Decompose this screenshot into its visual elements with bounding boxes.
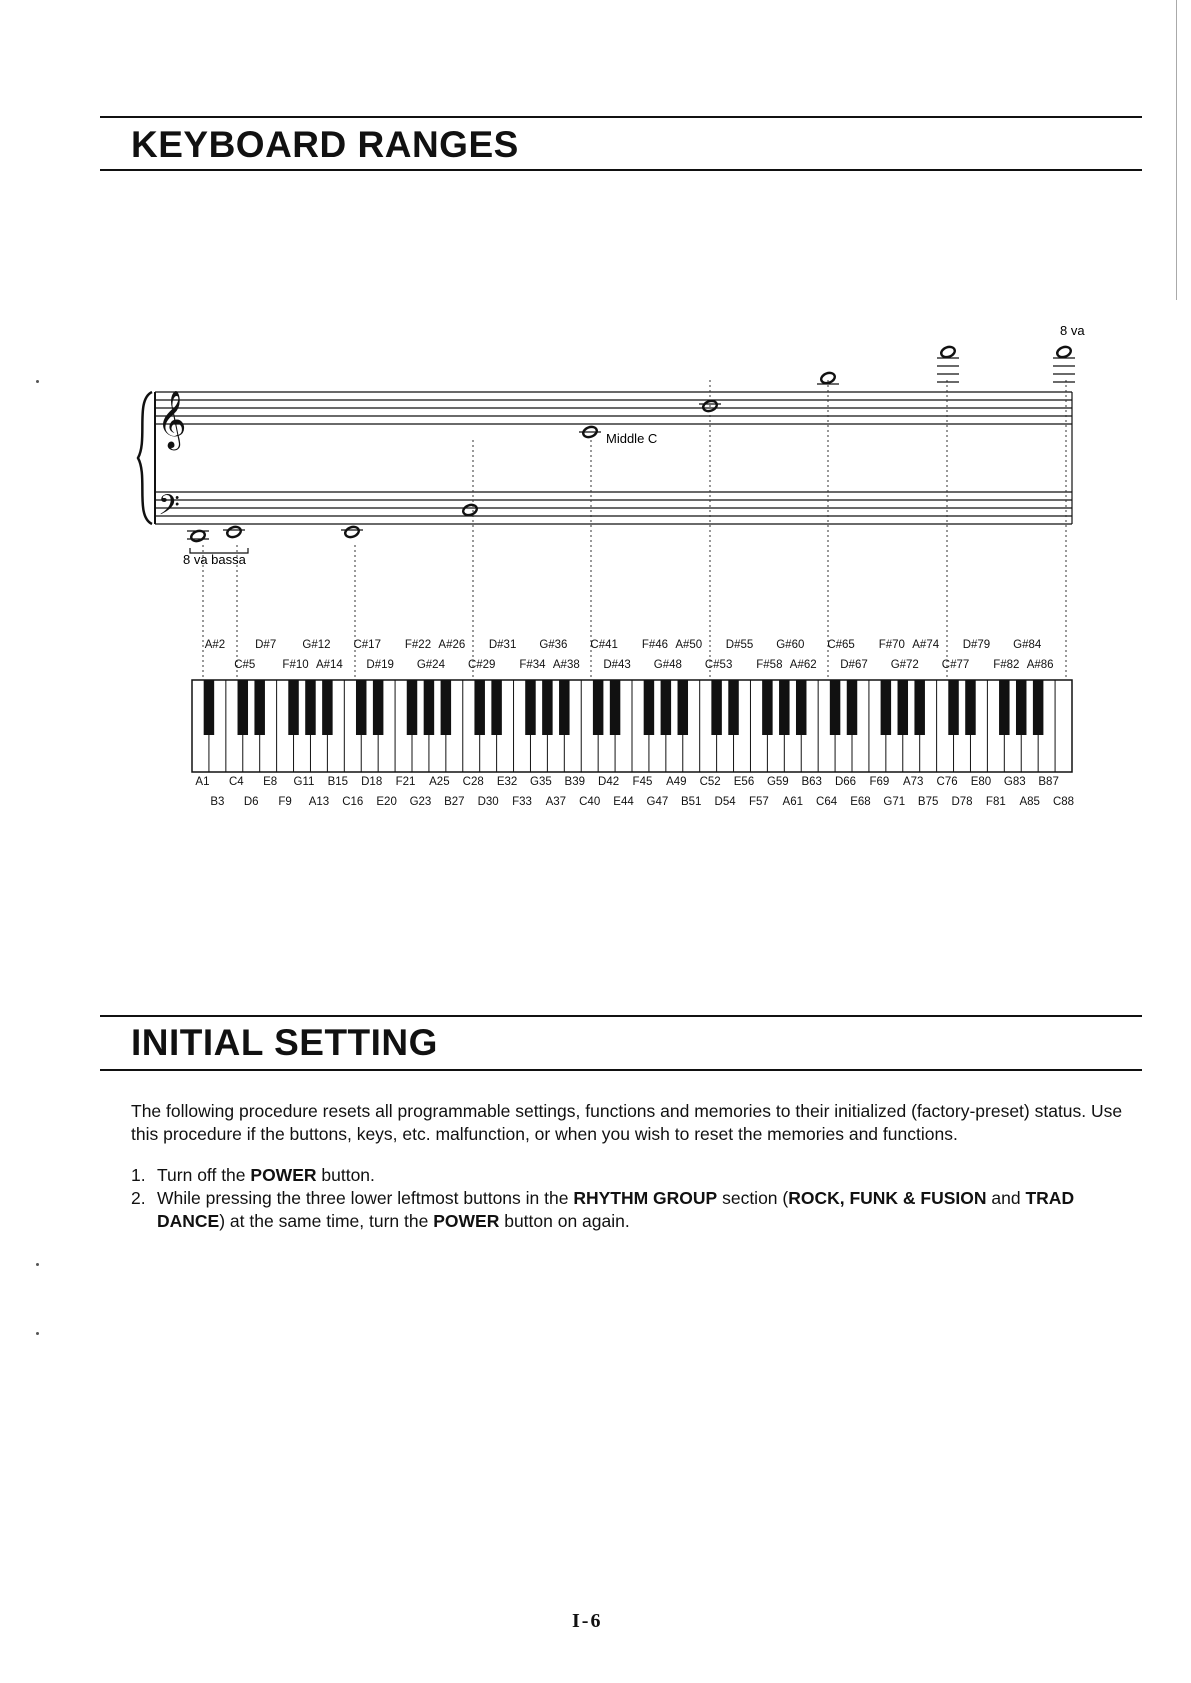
black-key	[965, 680, 975, 735]
black-key	[373, 680, 383, 735]
natural-key-label-lower: E20	[376, 796, 397, 808]
black-key	[847, 680, 857, 735]
black-key	[762, 680, 772, 735]
initial-setting-title: INITIAL SETTING	[131, 1022, 438, 1063]
black-key	[830, 680, 840, 735]
natural-key-label-lower: G47	[646, 796, 669, 808]
sharp-key-label-upper: G#84	[1013, 639, 1042, 651]
natural-key-label-upper: E56	[733, 776, 755, 788]
natural-key-label-upper: A1	[195, 776, 210, 788]
black-key	[288, 680, 298, 735]
black-key	[1016, 680, 1026, 735]
natural-key-label-lower: G23	[409, 796, 432, 808]
natural-key-label-upper: F21	[395, 776, 416, 788]
section-rule-top	[100, 1015, 1142, 1017]
natural-key-label-lower: B3	[210, 796, 225, 808]
brace	[138, 392, 152, 524]
natural-key-label-lower: F57	[749, 796, 769, 808]
natural-key-label-upper: F69	[869, 776, 890, 788]
page-number: I-6	[572, 1610, 603, 1632]
sharp-key-label-lower: C#29	[467, 659, 496, 671]
staff-notes	[187, 345, 1075, 553]
sharp-key-label-lower: C#53	[704, 659, 733, 671]
natural-key-label-upper: F45	[632, 776, 653, 788]
sharp-key-label-lower: F#34	[519, 659, 546, 671]
keyboard-ranges-title: KEYBOARD RANGES	[131, 124, 519, 165]
black-key	[914, 680, 924, 735]
black-key	[407, 680, 417, 735]
margin-mark	[36, 1332, 39, 1335]
natural-key-label-lower: G71	[883, 796, 906, 808]
step-item	[131, 1187, 1141, 1233]
sharp-key-label-upper: F#22	[404, 639, 432, 651]
step-text-part: button on again.	[499, 1211, 630, 1231]
black-key	[999, 680, 1009, 735]
natural-key-label-lower: C16	[342, 796, 364, 808]
black-key	[424, 680, 434, 735]
natural-key-label-upper: E80	[970, 776, 992, 788]
step-text-bold: TRAD DANCE	[157, 1188, 1075, 1231]
step-number: 1.	[131, 1165, 146, 1185]
natural-key-label-upper: D18	[361, 776, 383, 788]
natural-key-label-lower: B27	[444, 796, 465, 808]
sharp-key-label-lower: A#62	[789, 659, 817, 671]
sharp-key-label-upper: A#50	[675, 639, 703, 651]
sharp-key-label-lower: A#38	[552, 659, 580, 671]
natural-key-label-upper: C28	[462, 776, 484, 788]
black-key	[254, 680, 264, 735]
natural-key-label-lower: D6	[243, 796, 259, 808]
natural-key-label-lower: A13	[308, 796, 330, 808]
sharp-key-label-lower: C#77	[941, 659, 970, 671]
natural-key-label-upper: D66	[834, 776, 857, 788]
whole-note	[462, 503, 478, 517]
middle-c-label: Middle C	[606, 431, 658, 446]
natural-key-label-lower: F9	[278, 796, 292, 808]
black-key	[796, 680, 806, 735]
natural-key-label-lower: F81	[985, 796, 1006, 808]
natural-key-label-upper: B87	[1038, 776, 1059, 788]
sharp-key-label-upper: F#46	[641, 639, 669, 651]
black-key	[474, 680, 484, 735]
step-item	[131, 1164, 1141, 1187]
sharp-key-label-lower: G#48	[653, 659, 682, 671]
sharp-key-label-upper: D#7	[255, 639, 277, 651]
sharp-key-label-upper: C#65	[827, 639, 855, 651]
black-key	[204, 680, 214, 735]
step-text-bold: POWER	[433, 1211, 500, 1231]
black-key	[593, 680, 603, 735]
sharp-key-label-lower: F#10	[282, 659, 309, 671]
natural-key-label-upper: D42	[598, 776, 620, 788]
natural-key-label-upper: G35	[530, 776, 552, 788]
sharp-key-label-upper: G#60	[776, 639, 805, 651]
natural-key-label-upper: E32	[496, 776, 518, 788]
sharp-key-label-lower: C#5	[234, 659, 256, 671]
black-key	[238, 680, 248, 735]
black-key	[678, 680, 688, 735]
sharp-key-label-lower: A#14	[315, 659, 343, 671]
step-text	[157, 1188, 1074, 1231]
bass-clef-icon: 𝄢	[158, 489, 180, 529]
whole-note	[1056, 345, 1072, 359]
natural-key-label-upper: C52	[699, 776, 721, 788]
step-text-bold: ROCK, FUNK & FUSION	[788, 1188, 987, 1208]
natural-key-label-upper: C4	[228, 776, 244, 788]
black-key	[661, 680, 671, 735]
sharp-key-label-lower: F#58	[756, 659, 783, 671]
piano-keyboard	[192, 680, 1072, 772]
sharp-key-label-lower: G#72	[890, 659, 919, 671]
black-key	[441, 680, 451, 735]
black-key	[898, 680, 908, 735]
natural-key-label-lower: C88	[1052, 796, 1075, 808]
natural-key-label-upper: B39	[564, 776, 586, 788]
black-key	[711, 680, 721, 735]
step-text-part: While pressing the three lower leftmost buttons in the	[157, 1188, 574, 1208]
black-key	[644, 680, 654, 735]
whole-note	[820, 371, 836, 385]
natural-key-label-upper: G59	[766, 776, 789, 788]
step-text-bold: RHYTHM GROUP	[573, 1188, 718, 1208]
natural-key-label-upper: C76	[936, 776, 958, 788]
black-key	[948, 680, 958, 735]
sharp-key-label-upper: A#2	[204, 639, 226, 651]
black-key	[525, 680, 535, 735]
range-guide-lines	[203, 380, 1066, 680]
black-key	[610, 680, 620, 735]
whole-note	[940, 345, 956, 359]
natural-key-label-upper: E8	[263, 776, 278, 788]
treble-clef-icon: 𝄞	[157, 390, 187, 448]
black-key	[322, 680, 332, 735]
sharp-key-label-lower: A#86	[1026, 659, 1054, 671]
black-key	[305, 680, 315, 735]
sharp-key-label-upper: A#74	[912, 639, 940, 651]
black-key	[542, 680, 552, 735]
whole-note	[344, 525, 360, 539]
step-text-part: ) at the same time, turn the	[219, 1211, 434, 1231]
black-key	[491, 680, 501, 735]
natural-key-label-upper: A73	[902, 776, 924, 788]
black-key	[356, 680, 366, 735]
black-key	[779, 680, 789, 735]
eight-va-label: 8 va	[1060, 323, 1085, 338]
natural-key-label-upper: A25	[429, 776, 450, 788]
natural-key-label-lower: D30	[477, 796, 499, 808]
natural-key-label-lower: B51	[680, 796, 702, 808]
natural-key-label-lower: F33	[512, 796, 532, 808]
sharp-key-label-upper: D#79	[962, 639, 991, 651]
step-text	[157, 1165, 375, 1185]
keyboard-range-diagram	[0, 0, 1191, 840]
sharp-key-label-upper: C#41	[590, 639, 618, 651]
eight-va-bassa-label: 8 va bassa	[183, 552, 246, 567]
natural-key-label-lower: D54	[714, 796, 736, 808]
natural-key-label-lower: A61	[782, 796, 804, 808]
sharp-key-label-upper: D#55	[725, 639, 754, 651]
natural-key-label-upper: G83	[1003, 776, 1026, 788]
natural-key-label-upper: A49	[666, 776, 687, 788]
natural-key-label-upper: B15	[327, 776, 349, 788]
natural-key-label-lower: B75	[917, 796, 939, 808]
sharp-key-label-upper: D#31	[488, 639, 517, 651]
procedure-steps	[131, 1164, 1141, 1233]
sharp-key-label-lower: D#43	[603, 659, 631, 671]
natural-key-label-upper: B63	[801, 776, 822, 788]
step-number: 2.	[131, 1188, 146, 1208]
natural-key-label-lower: E44	[613, 796, 634, 808]
sharp-key-label-upper: G#12	[302, 639, 331, 651]
black-key	[881, 680, 891, 735]
sharp-key-label-lower: G#24	[416, 659, 445, 671]
sharp-key-label-lower: D#67	[840, 659, 868, 671]
natural-key-label-lower: A37	[545, 796, 567, 808]
step-text-part: Turn off the	[157, 1165, 251, 1185]
step-text-part: section (	[717, 1188, 789, 1208]
margin-mark	[36, 1263, 39, 1266]
whole-note	[226, 525, 242, 539]
black-key	[559, 680, 569, 735]
natural-key-label-lower: A85	[1019, 796, 1040, 808]
sharp-key-label-upper: C#17	[353, 639, 381, 651]
black-key	[1033, 680, 1043, 735]
sharp-key-label-lower: D#19	[366, 659, 394, 671]
natural-key-label-upper: G11	[293, 776, 315, 788]
natural-key-label-lower: D78	[951, 796, 973, 808]
natural-key-label-lower: C40	[579, 796, 601, 808]
black-key	[728, 680, 738, 735]
grand-staff	[138, 390, 1072, 529]
sharp-key-label-upper: F#70	[878, 639, 905, 651]
natural-key-label-lower: C64	[816, 796, 838, 808]
step-text-part: button.	[316, 1165, 375, 1185]
intro-paragraph: The following procedure resets all programmable settings, functions and memories to their initialized (factory-preset) status. Use this procedure if the buttons, keys, etc. malfunction, or when you wish to reset the memories and functions.	[131, 1101, 1123, 1144]
sharp-key-label-upper: A#26	[438, 639, 466, 651]
sharp-key-label-upper: G#36	[539, 639, 568, 651]
sharp-key-label-lower: F#82	[993, 659, 1020, 671]
natural-key-label-lower: E68	[850, 796, 871, 808]
step-text-bold: POWER	[250, 1165, 317, 1185]
section-rule-bottom	[100, 1069, 1142, 1071]
step-text-part: and	[986, 1188, 1026, 1208]
